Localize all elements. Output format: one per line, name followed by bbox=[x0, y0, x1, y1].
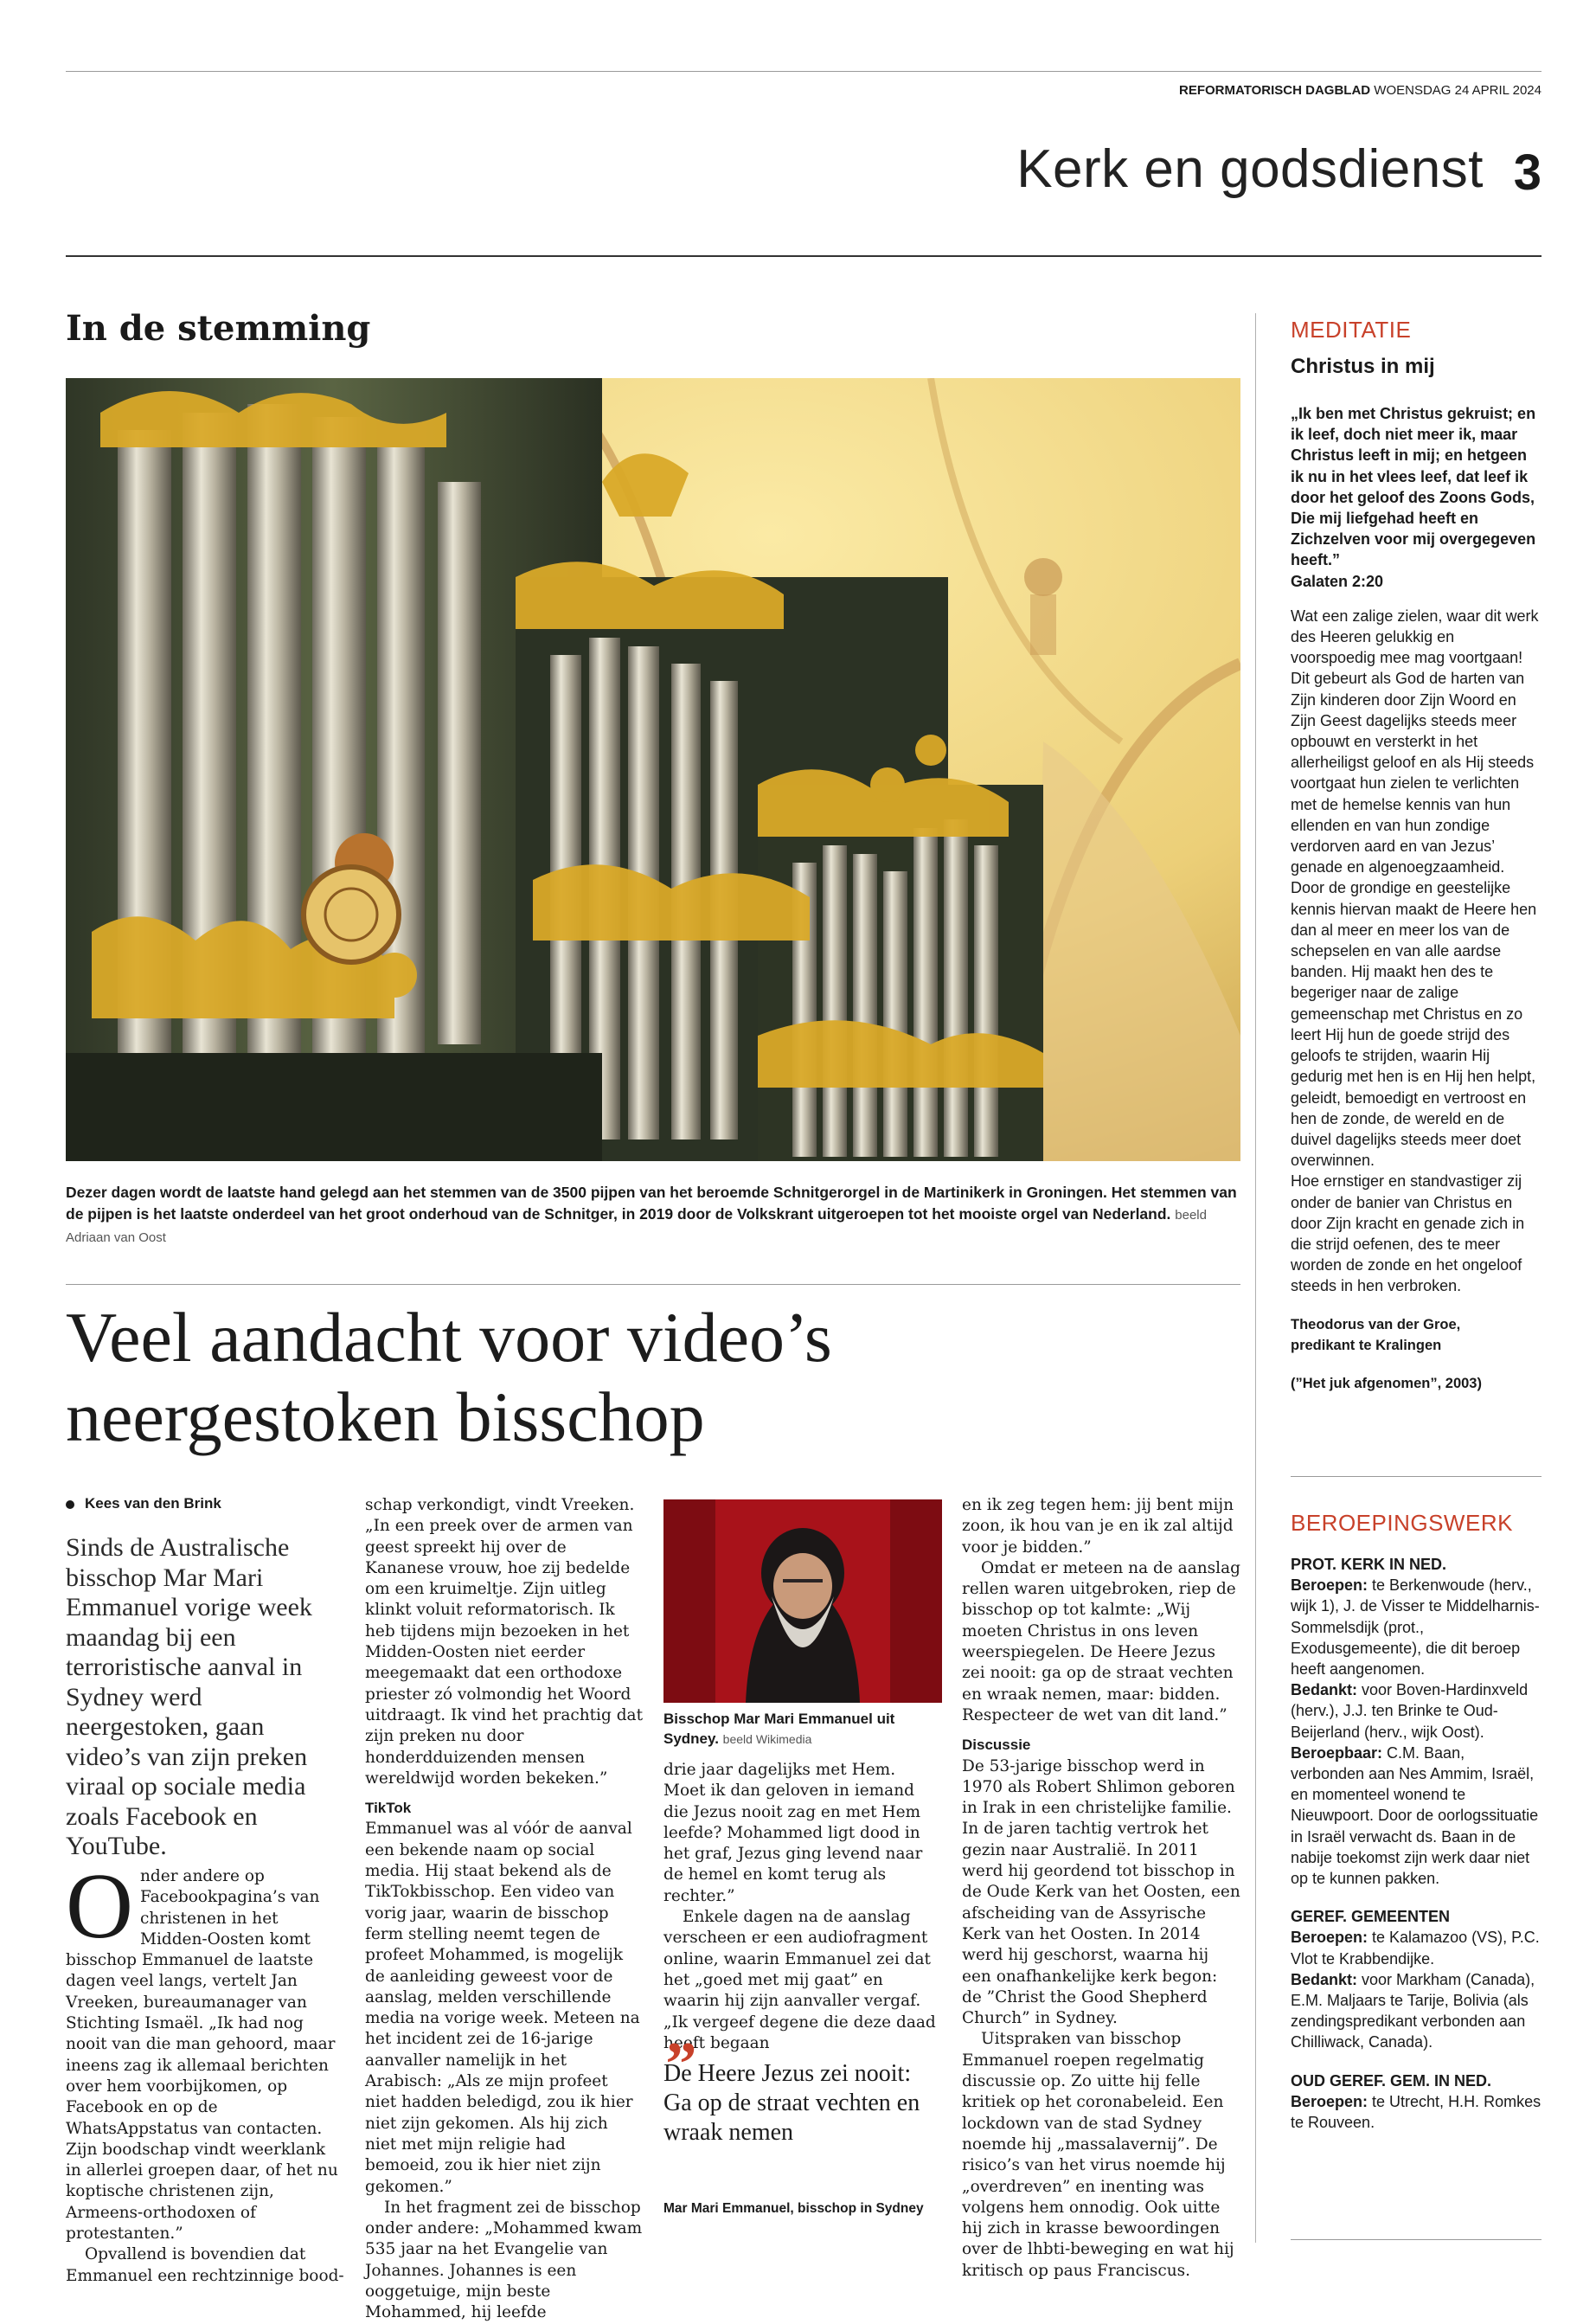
section-rule bbox=[66, 255, 1542, 257]
calls-entry-text: C.M. Baan, verbonden aan Nes Ammim, Israël, en momenteel wonend te Nieuwpoort. Door de oorlogssituatie in Israël verwacht ds. Baan in de nabije toekomst zijn werk daar niet op te kunnen pakken. bbox=[1291, 1743, 1539, 1888]
bishop-portrait bbox=[663, 1499, 942, 1703]
calls-group-heading: GEREF. GEMEENTEN bbox=[1291, 1908, 1451, 1926]
caption-rule bbox=[66, 1284, 1240, 1285]
sidebar-divider bbox=[1255, 313, 1256, 2243]
meditation-reference: Galaten 2:20 bbox=[1291, 572, 1384, 590]
article-headline bbox=[66, 1298, 1240, 1457]
meditation-author: Theodorus van der Groe, predikant te Kralingen bbox=[1291, 1316, 1461, 1353]
column-2-paragraph-3: In het fragment zei de bisschop onder andere: „Mohammed kwam 535 jaar na het Evangelie van Johannes. Johannes is een ooggetuige, mijn beste Mohammed, hij leefde bbox=[365, 2198, 643, 2322]
column-1-paragraph-1-text: nder andere op Facebookpagina’s van christenen in het Midden-Oosten komt bisschop Emmanuel de laatste dagen veel langs, vertelt Jan Vreeken, bureaumanager van Stichting Ismaël. „Ik had nog nooit van die man gehoord, maar ineens zag ik allemaal berichten over hem voorbijkomen, op Facebook en op de WhatsAppstatus van contacten. Zijn boodschap vindt weerklank in allerlei groepen daar, of het nu koptische christenen zijn, Armeens-orthodoxen of protestanten.” bbox=[66, 1867, 338, 2244]
column-4-paragraph-2: Omdat er meteen na de aanslag rellen waren uitgebroken, riep de bisschop op tot kalmte: „Wij moeten Christus in ons leven weerspiegelen. De Heere Jezus zei nooit: ga op de straat vechten en wraak nemen, maar: bidden. Respecteer de wet van dit land.” bbox=[962, 1558, 1240, 1724]
calls-entry-kind: Beroepen: bbox=[1291, 1576, 1368, 1595]
meditation-source: (”Het juk afgenomen”, 2003) bbox=[1291, 1375, 1482, 1391]
issue-date: WOENSDAG 24 APRIL 2024 bbox=[1374, 83, 1542, 98]
byline bbox=[66, 1495, 221, 1512]
headline-line-1: Veel aandacht voor video’s bbox=[66, 1298, 832, 1377]
photo-credit: beeld Adriaan van Oost bbox=[66, 1208, 1207, 1245]
photo-kicker: In de stemming bbox=[66, 308, 371, 349]
article-column-3 bbox=[663, 1760, 942, 2054]
photo-caption bbox=[66, 1182, 1240, 1249]
calls-entry bbox=[1291, 1969, 1542, 2053]
subhead-discussie: Discussie bbox=[962, 1737, 1031, 1754]
quote-mark-icon: „ bbox=[666, 1997, 697, 2066]
byline-author: Kees van den Brink bbox=[85, 1495, 221, 1512]
column-2-paragraph-1: schap verkondigt, vindt Vreeken. „In een preek over de armen van geest spreekt hij over de Kananese vrouw, hoe zij bedelde om een kruimeltje. Zijn uitleg klinkt voluit reformatorisch. Ik heb tijdens mijn bezoeken in het Midden-Oosten niet eerder meegemaakt dat een orthodoxe priester zó volmondig het Woord uitdraagt. Ik vind het prachtig dat zijn preken nu door honderdduizenden mensen wereldwijd worden bekeken.” bbox=[365, 1496, 644, 1788]
column-4-paragraph-4: Uitspraken van bisschop Emmanuel roepen regelmatig discussie op. Zo uitte hij felle kritiek op het coronabeleid. Een lockdown van de stad Sydney noemde hij „massalavernij”. De risico’s van het virus noemde hij „overdreven” en inenting was volgens hem onnodig. Ook uitte hij zich in krasse bewoordingen over de lhbti-beweging en wat hij kritisch op paus Franciscus. bbox=[962, 2030, 1234, 2280]
calls-entry-text: te Kalamazoo (VS), P.C. Vlot te Krabbendijke. bbox=[1291, 1929, 1540, 1968]
column-2-paragraph-2: Emmanuel was al vóór de aanval een bekende naam op social media. Hij staat bekend als de TikTokbisschop. Een video van vorig jaar, waarin de bisschop ferm stelling neemt tegen de profeet Mohammed, is mogelijk de aanleiding geweest voor de aanslag, melden verschillende media na vorige week. Meteen na het incident zei de 16-jarige aanvaller namelijk in het Arabisch: „Als ze mijn profeet niet hadden beledigd, zou ik hier niet zijn gekomen. Als hij zich niet met mijn religie had bemoeid, zou ik hier niet zijn gekomen.” bbox=[365, 1820, 640, 2196]
meditation-paragraph-1: Wat een zalige zielen, waar dit werk des Heeren gelukkig en voorspoedig mee mag voortgaan! Dit gebeurt als God de harten van Zijn kinderen door Zijn Woord en Zijn Geest dagelijks steeds meer opbouwt en versterkt in het allerheiligst geloof en als Hij steeds voortgaat hun zielen te verlichten met de hemelse kennis van hun ellenden en van hun zondige verdorven aard en van Jezus’ genade en algenoegzaamheid. bbox=[1291, 607, 1539, 876]
calls-entry bbox=[1291, 1743, 1542, 1889]
meditation-title: Christus in mij bbox=[1291, 355, 1435, 378]
calls-entry bbox=[1291, 1679, 1542, 1743]
calls-entry-kind: Bedankt: bbox=[1291, 1681, 1358, 1699]
column-3-paragraph-1: drie jaar dagelijks met Hem. Moet ik dan geloven in iemand die Jezus nooit zag en met Hem leefde? Mohammed ligt dood in het graf, Jezus ging levend naar de hemel en komt terug als rechter.” bbox=[663, 1761, 923, 1905]
subhead-tiktok: TikTok bbox=[365, 1800, 412, 1817]
portrait-caption bbox=[663, 1709, 942, 1749]
article-column-4 bbox=[962, 1495, 1240, 2282]
top-rule bbox=[66, 71, 1542, 72]
article-column-2 bbox=[365, 1495, 644, 2324]
column-1-paragraph-2: Opvallend is bovendien dat Emmanuel een rechtzinnige bood- bbox=[66, 2245, 344, 2285]
headline-line-2: neergestoken bisschop bbox=[66, 1377, 705, 1456]
portrait-credit: beeld Wikimedia bbox=[722, 1732, 812, 1746]
page-number: 3 bbox=[1513, 144, 1542, 201]
calls-group-heading: OUD GEREF. GEM. IN NED. bbox=[1291, 2071, 1492, 2090]
calls-entry-kind: Beroepen: bbox=[1291, 1929, 1368, 1947]
sidebar-bottom-rule bbox=[1291, 2239, 1542, 2240]
column-4-paragraph-1: en ik zeg tegen hem: jij bent mijn zoon, ik hou van je en ik zal altijd voor je bidden.” bbox=[962, 1496, 1234, 1557]
sidebar-rule bbox=[1291, 1476, 1542, 1477]
calls-entry-text: te Utrecht, H.H. Romkes te Rouveen. bbox=[1291, 2092, 1542, 2132]
calls-entry bbox=[1291, 2091, 1542, 2133]
meditation-paragraph-2: Door de grondige en geestelijke kennis hiervan maakt de Heere hen dan al meer en meer los van de schepselen en van alle aardse banden. Hij maakt hen des te begeriger naar de zalige gemeenschap met Christus en zo leert Hij hun de goede strijd des geloofs te strijden, waarin Hij gedurig met hen is en Hij hen helpt, geleidt, bemoedigt en vertroost en hen de zonde, de wereld en de duivel dagelijks steeds meer doet overwinnen. bbox=[1291, 879, 1537, 1170]
paper-name: REFORMATORISCH DAGBLAD bbox=[1179, 83, 1371, 98]
byline-bullet bbox=[66, 1500, 74, 1509]
calls-entry bbox=[1291, 1575, 1542, 1679]
calls-entry bbox=[1291, 1927, 1542, 1968]
calls-entry-text: voor Boven-Hardinxveld (herv.), J.J. ten Brinke te Oud-Beijerland (herv., wijk Oost). bbox=[1291, 1681, 1529, 1741]
dropcap: O bbox=[66, 1855, 133, 1958]
column-1-paragraph-1 bbox=[66, 1855, 344, 2244]
calls-group-heading: PROT. KERK IN NED. bbox=[1291, 1556, 1447, 1573]
calls-label: BEROEPINGSWERK bbox=[1291, 1510, 1513, 1536]
column-3-paragraph-2: Enkele dagen na de aanslag verscheen er een audiofragment online, waarin Emmanuel zei dat het „goed met mij gaat” en waarin hij zijn aanvaller vergaf. „Ik vergeef degene die deze daad heeft begaan bbox=[663, 1908, 936, 2052]
pull-quote: De Heere Jezus zei nooit: Ga op de straat vechten en wraak nemen bbox=[663, 2060, 920, 2146]
pull-quote-attribution: Mar Mari Emmanuel, bisschop in Sydney bbox=[663, 2201, 924, 2216]
meditation-paragraph-3: Hoe ernstiger en standvastiger zij onder de banier van Christus en door Zijn kracht en genade zich in die strijd oefenen, des te meer worden de zonde en het ongeloof steeds in hen verbroken. bbox=[1291, 1172, 1525, 1295]
calls-entry-kind: Bedankt: bbox=[1291, 1970, 1358, 1988]
portrait-caption-text: Bisschop Mar Mari Emmanuel uit Sydney. bbox=[663, 1711, 895, 1747]
calls-list bbox=[1291, 1554, 1542, 2133]
calls-entry-text: voor Markham (Canada), E.M. Maljaars te Tarije, Bolivia (als zendingspredikant verbonden aan Chilliwack, Canada). bbox=[1291, 1970, 1535, 2051]
calls-entry-text: te Berkenwoude (herv., wijk 1), J. de Visser te Middelharnis-Sommelsdijk (prot., Exodusgemeente), die dit beroep heeft aangenomen. bbox=[1291, 1576, 1540, 1679]
article-column-1 bbox=[66, 1855, 344, 2287]
calls-entry-kind: Beroepen: bbox=[1291, 2092, 1368, 2110]
organ-photo bbox=[66, 378, 1240, 1161]
calls-entry-kind: Beroepbaar: bbox=[1291, 1743, 1383, 1762]
meditation-label: MEDITATIE bbox=[1291, 317, 1412, 343]
column-4-paragraph-3: De 53-jarige bisschop werd in 1970 als Robert Shlimon geboren in Irak in een christelijke familie. In de jaren tachtig vertrok het gezin naar Australië. In 2011 werd hij geordend tot bisschop in de Oude Kerk van het Oosten, een afscheiding van de Assyrische Kerk van het Oosten. In 2014 werd hij geschorst, waarna hij een onafhankelijke kerk begon: de ”Christ the Good Shepherd Church” in Sydney. bbox=[962, 1756, 1240, 2028]
masthead bbox=[1179, 83, 1542, 98]
photo-caption-text: Dezer dagen wordt de laatste hand gelegd aan het stemmen van de 3500 pijpen van het beroemde Schnitgerorgel in de Martinikerk in Groningen. Het stemmen van de pijpen is het laatste onderdeel van het groot onderhoud van de Schnitger, in 2019 door de Volkskrant uitgeroepen tot het mooiste orgel van Nederland. bbox=[66, 1184, 1237, 1223]
section-title: Kerk en godsdienst bbox=[1016, 139, 1484, 199]
article-lead: Sinds de Australische bisschop Mar Mari Emmanuel vorige week maandag bij een terroristische aanval in Sydney werd neergestoken, gaan video’s van zijn preken viraal op sociale media zoals Facebook en YouTube. bbox=[66, 1533, 312, 1860]
meditation-body bbox=[1291, 403, 1542, 1394]
meditation-verse: „Ik ben met Christus gekruist; en ik leef, doch niet meer ik, maar Christus leeft in mij; en hetgeen ik nu in het vlees leef, dat leef ik door het geloof des Zoons Gods, Die mij liefgehad heeft en Zichzelven voor mij overgegeven heeft.” bbox=[1291, 405, 1536, 569]
